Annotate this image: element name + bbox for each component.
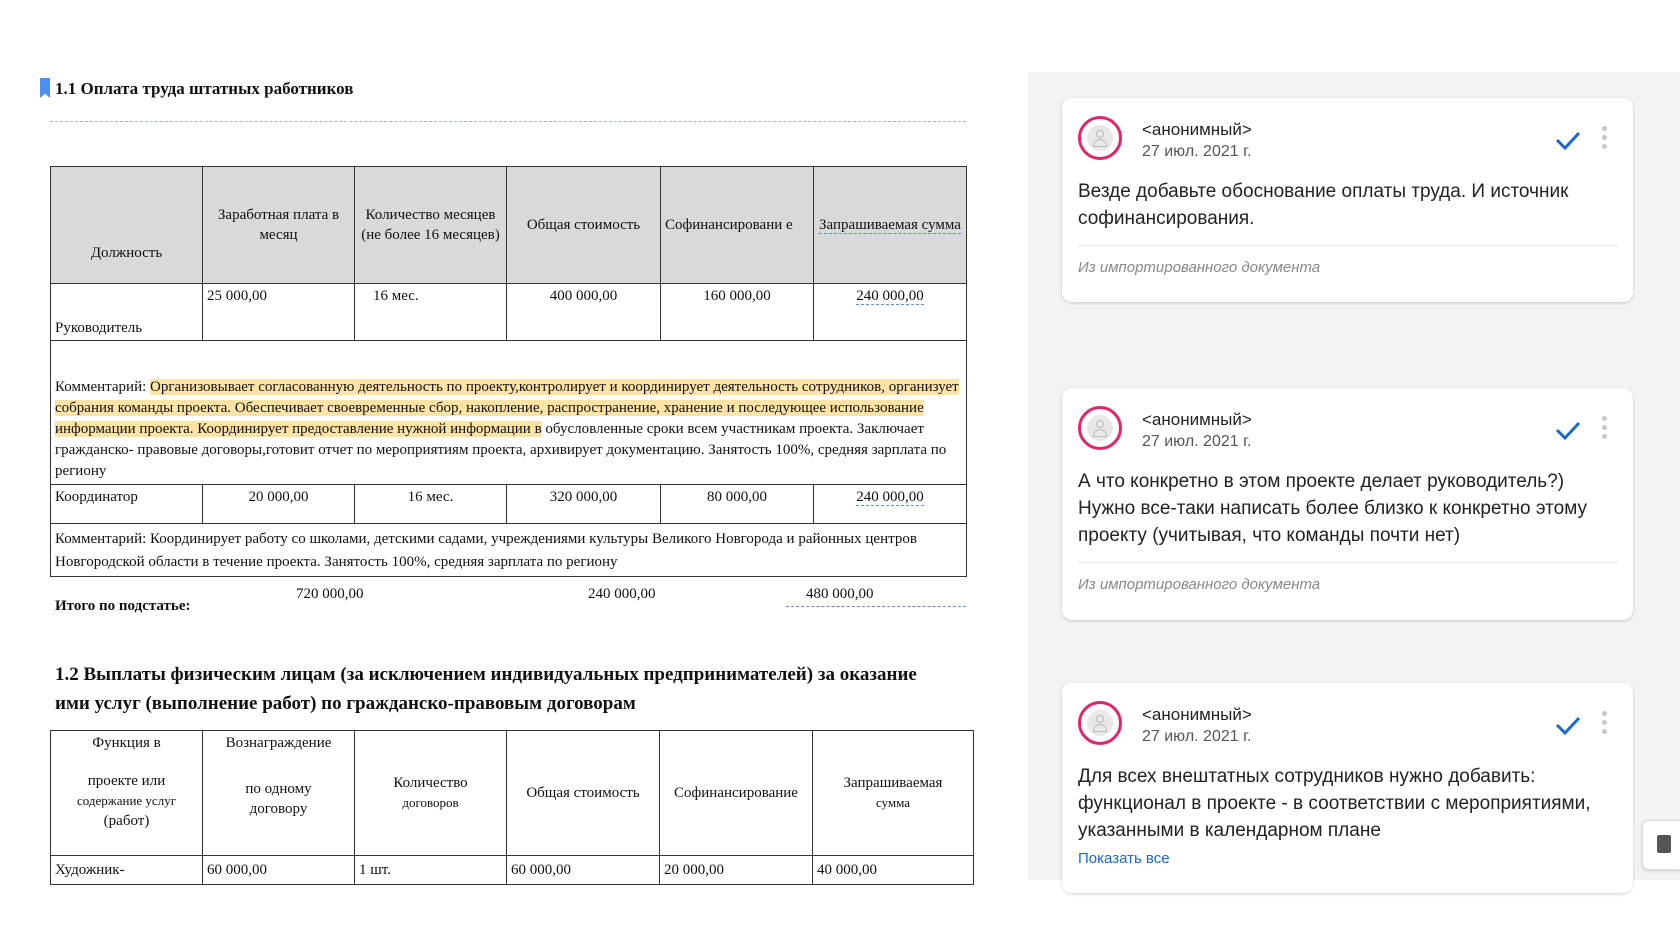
table-row (51, 524, 967, 577)
more-options-icon[interactable] (1602, 126, 1608, 150)
bookmark-icon[interactable] (40, 78, 50, 98)
table-cell: 25 000,00 (203, 284, 355, 341)
comment-text: Для всех внештатных сотрудников нужно добавить: функционал в проекте - в соответствии с мероприятиями, указанными в календарном плане (1078, 766, 1591, 841)
table-cell: 240 000,00 (814, 284, 967, 341)
divider (1078, 245, 1618, 246)
side-panel-toggle[interactable] (1642, 820, 1680, 870)
header-cell: Количество договоров (355, 731, 507, 856)
comment-date: 27 июл. 2021 г. (1142, 728, 1252, 745)
user-icon (1096, 130, 1104, 138)
comment-source: Из импортированного документа (1078, 576, 1321, 593)
comment-text: А что конкретно в этом проекте делает руководитель?) Нужно все-таки написать более близко к конкретно этому проекту (учитывая, что команды почти нет) (1078, 471, 1587, 546)
table-cell: 160 000,00 (661, 284, 814, 341)
table-row (51, 284, 967, 341)
avatar (1078, 406, 1122, 450)
highlighted-text[interactable]: Организовывает согласованную деятельность по проекту,контролирует и координирует деятельность сотрудников, организует собрания команды проекта. Обеспечивает своевременные сбор, накопление, распространение, хранение и последующее использование информации проекта. Координирует предоставление нужной информации в (55, 379, 959, 437)
subtotal-total: 720 000,00 (296, 586, 364, 602)
contractor-payments-table (50, 730, 974, 885)
subtotal-requested: 480 000,00 (806, 586, 874, 602)
comment-source: Из импортированного документа (1078, 259, 1321, 276)
table-cell: 40 000,00 (813, 856, 974, 885)
comment-text: Везде добавьте обоснование оплаты труда. И источник софинансирования. (1078, 181, 1569, 229)
comment-card[interactable] (1062, 98, 1633, 302)
dotted-separator (50, 121, 966, 122)
comment-author: <анонимный> (1142, 120, 1252, 139)
table-cell: 16 мес. (355, 284, 507, 341)
header-cell: Общая стоимость (507, 731, 660, 856)
comment-date: 27 июл. 2021 г. (1142, 143, 1252, 160)
resolve-check-icon[interactable] (1552, 709, 1584, 741)
comment-author: <анонимный> (1142, 705, 1252, 724)
resolve-check-icon[interactable] (1552, 124, 1584, 156)
avatar (1078, 116, 1122, 160)
subtotal-label: Итого по подстатье: (55, 598, 191, 614)
section-heading-1-2: 1.2 Выплаты физическим лицам (за исключением индивидуальных предпринимателей) за оказание ими услуг (выполнение работ) по гражданско-правовым договорам (55, 664, 917, 714)
table-cell: 320 000,00 (507, 485, 661, 524)
resolve-check-icon[interactable] (1552, 414, 1584, 446)
comment-card[interactable] (1062, 683, 1633, 893)
divider (1078, 562, 1618, 563)
table-cell: 16 мес. (355, 485, 507, 524)
header-cell: Софинансировани е (661, 167, 814, 284)
staff-salary-table (50, 166, 967, 577)
table-header-row (51, 731, 974, 856)
table-row (51, 856, 974, 885)
user-icon (1096, 420, 1104, 428)
section-heading-1-1: 1.1 Оплата труда штатных работников (55, 79, 354, 98)
table-cell: Руководитель (51, 284, 203, 341)
table-cell: 400 000,00 (507, 284, 661, 341)
table-row (51, 485, 967, 524)
subtotal-cofinancing: 240 000,00 (588, 586, 656, 602)
show-all-link[interactable]: Показать все (1078, 850, 1170, 867)
table-cell: 60 000,00 (507, 856, 660, 885)
table-cell: 80 000,00 (661, 485, 814, 524)
comment-add-icon (1657, 835, 1671, 853)
more-options-icon[interactable] (1602, 416, 1608, 440)
header-cell: Должность (51, 167, 203, 284)
header-cell: Запрашиваемая сумма (813, 731, 974, 856)
header-cell: Заработная плата в месяц (203, 167, 355, 284)
more-options-icon[interactable] (1602, 711, 1608, 735)
table-cell: 60 000,00 (203, 856, 355, 885)
user-icon (1096, 715, 1104, 723)
header-cell: Софинансирование (660, 731, 813, 856)
table-row (51, 341, 967, 485)
header-cell: Запрашиваемая сумма (814, 167, 967, 284)
header-cell: Вознаграждение по одному договору (203, 731, 355, 856)
table-header-row (51, 167, 967, 284)
comment-cell: Комментарий: Организовывает согласованную деятельность по проекту,контролирует и координирует деятельность сотрудников, организует собрания команды проекта. Обеспечивает своевременные сбор, накопление, распространение, хранение и последующее использование информации проекта. Координирует предоставление нужной информации в обусловленные сроки всем участникам проекта. Заключает гражданско- правовые договоры,готовит отчет по мероприятиям проекта, архивирует документацию. Занятость 100%, средняя зарплата по региону (51, 341, 967, 485)
header-cell: Общая стоимость (507, 167, 661, 284)
comment-cell: Комментарий: Координирует работу со школами, детскими садами, учреждениями культуры Великого Новгорода и районных центров Новгородской области в течение проекта. Занятость 100%, средняя зарплата по региону (51, 524, 967, 577)
header-cell: Функция в проекте или содержание услуг (работ) (51, 731, 203, 856)
comment-date: 27 июл. 2021 г. (1142, 433, 1252, 450)
comment-author: <анонимный> (1142, 410, 1252, 429)
header-cell: Количество месяцев (не более 16 месяцев) (355, 167, 507, 284)
table-cell: 1 шт. (355, 856, 507, 885)
avatar (1078, 701, 1122, 745)
dotted-underline (786, 606, 966, 607)
table-cell: 20 000,00 (660, 856, 813, 885)
table-cell: Координатор (51, 485, 203, 524)
table-cell: 240 000,00 (814, 485, 967, 524)
table-cell: 20 000,00 (203, 485, 355, 524)
table-cell: Художник- (51, 856, 203, 885)
comment-card[interactable] (1062, 388, 1633, 620)
